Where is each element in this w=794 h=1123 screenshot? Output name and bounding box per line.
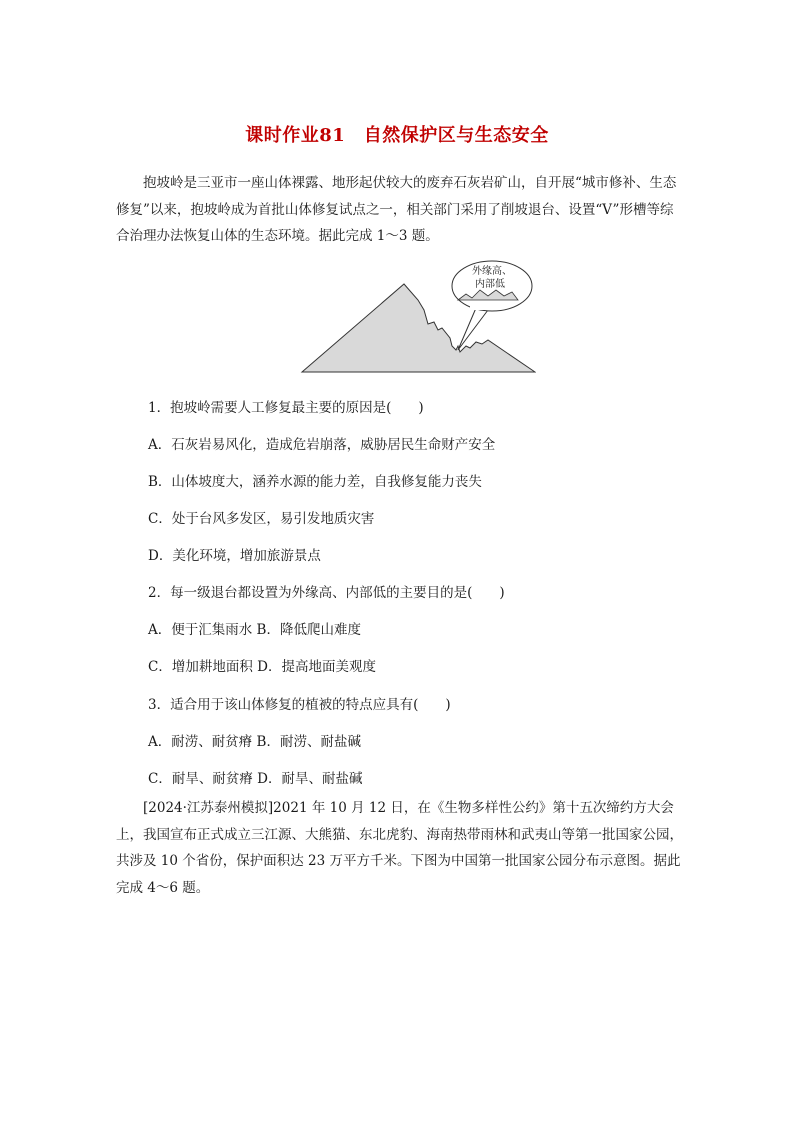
- question-1-option-d: D．美化环境，增加旅游景点: [148, 548, 321, 564]
- callout-label-line1: 外缘高、: [472, 266, 512, 277]
- question-1-option-a: A．石灰岩易风化，造成危岩崩落，威胁居民生命财产安全: [148, 437, 496, 453]
- intro-paragraph-1: 抱坡岭是三亚市一座山体裸露、地形起伏较大的废弃石灰岩矿山，自开展“城市修补、生态修复”以来，抱坡岭成为首批山体修复试点之一，相关部门采用了削坡退台、设置“V”形槽等综合治理办法恢复山体的生态环境。据此完成 1～3 题。: [116, 175, 677, 244]
- intro-paragraph-2: [2024·江苏泰州模拟]2021 年 10 月 12 日，在《生物多样性公约》第十五次缔约方大会上，我国宣布正式成立三江源、大熊猫、东北虎豹、海南热带雨林和武夷山等第一批国家公园，共涉及 10 个省份，保护面积达 23 万平方千米。下图为中国第一批国家公园分布示意图。据此完成 4～6 题。: [116, 800, 683, 896]
- question-1-option-b: B．山体坡度大，涵养水源的能力差，自我修复能力丧失: [148, 474, 482, 490]
- mountain-cross-section-figure: [300, 258, 536, 376]
- question-1-option-c: C．处于台风多发区，易引发地质灾害: [148, 511, 375, 527]
- question-2-options-ab: A．便于汇集雨水 B．降低爬山难度: [148, 622, 361, 638]
- question-3-options-ab: A．耐涝、耐贫瘠 B．耐涝、耐盐碱: [148, 734, 361, 750]
- question-3: 3．适合用于该山体修复的植被的特点应具有( ): [148, 697, 451, 713]
- callout-label-line2: 内部低: [475, 279, 505, 290]
- question-2: 2．每一级退台都设置为外缘高、内部低的主要目的是( ): [148, 585, 505, 601]
- page-title: 课时作业81 自然保护区与生态安全: [245, 125, 549, 146]
- question-2-options-cd: C．增加耕地面积 D．提高地面美观度: [148, 659, 376, 675]
- question-1: 1．抱坡岭需要人工修复最主要的原因是( ): [148, 400, 424, 416]
- question-3-options-cd: C．耐旱、耐贫瘠 D．耐旱、耐盐碱: [148, 771, 363, 787]
